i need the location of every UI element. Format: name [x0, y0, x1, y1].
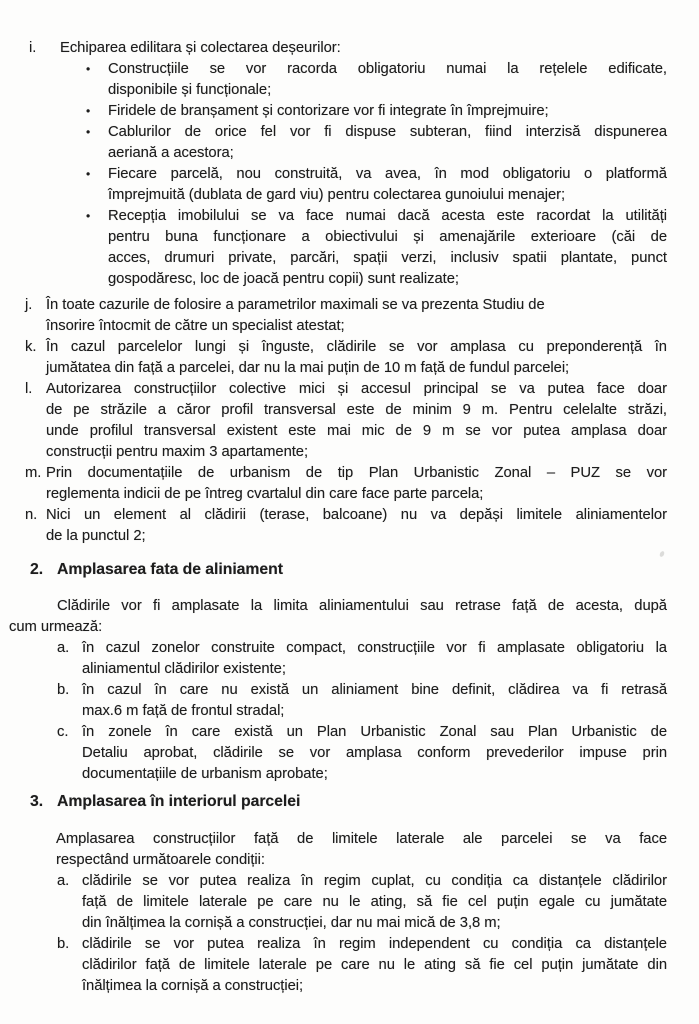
section3-intro [0, 829, 667, 871]
list-marker: i. [29, 40, 37, 56]
text-line: Construcțiile se vor racorda obligatoriu numai la rețelele edificate, [108, 61, 667, 77]
list-item-content [82, 934, 667, 997]
list-item-3b [57, 934, 667, 997]
text-line: Recepția imobilului se va face numai dacă acesta este racordat la utilități [108, 208, 667, 224]
bullet-icon: • [86, 104, 91, 118]
list-marker: m. [25, 465, 42, 481]
text-line: împrejmuită (dublata de gard viu) pentru colectarea gunoiului menajer; [108, 187, 566, 203]
text-line: Cablurilor de orice fel vor fi dispuse subteran, fiind interzisă dispunerea [108, 124, 667, 140]
bullet-item [86, 59, 667, 101]
list-marker: c. [57, 724, 69, 740]
text-line: însorire întocmit de către un specialist atestat; [46, 318, 345, 334]
text-line: Amplasarea construcțiilor față de limitele laterale ale parcelei se va face [56, 831, 667, 847]
list-item-l [25, 379, 667, 463]
bullet-icon: • [86, 209, 91, 223]
text-line: gospodăresc, loc de joacă pentru copii) sunt realizate; [108, 271, 459, 287]
text-line: Autorizarea construcțiilor colective mici și accesul principal se va putea face doar [46, 381, 667, 397]
text-line: de pe străzile a căror profil transversal este de minim 9 m. Pentru celelalte străzi, [46, 402, 667, 418]
bullet-icon: • [86, 62, 91, 76]
section-title: Amplasarea în interiorul parcelei [57, 793, 301, 810]
text-line: Detaliu aprobat, clădirile se vor amplasa conform prevederilor impuse prin [82, 745, 667, 761]
bullet-item [86, 164, 667, 206]
text-line: față de limitele laterale pe care nu le ating, să fie cel puțin egale cu jumătate [82, 894, 667, 910]
list-item-m [25, 463, 667, 505]
text-line: clădirile se vor putea realiza în regim independent cu condiția ca distanțele [82, 936, 667, 952]
list-marker: b. [57, 682, 70, 698]
bullet-icon: • [86, 167, 91, 181]
list-item-3a [57, 871, 667, 934]
list-marker: k. [25, 339, 37, 355]
text-line: respectând următoarele condiții: [56, 852, 265, 868]
list-marker: b. [57, 936, 70, 952]
section-heading-3 [30, 791, 667, 812]
text-line: jumătatea din față a parcelei, dar nu la mai puțin de 10 m față de fundul parcelei; [46, 360, 570, 376]
list-item-content [60, 38, 667, 59]
bullet-content [108, 206, 667, 290]
bullet-item [86, 122, 667, 164]
text-line: Prin documentațiile de urbanism de tip Plan Urbanistic Zonal – PUZ se vor [46, 465, 667, 481]
list-item-n [25, 505, 667, 547]
list-item-2a [57, 638, 667, 680]
text-line: în zonele în care există un Plan Urbanistic Zonal sau Plan Urbanistic de [82, 724, 667, 740]
list-marker: j. [25, 297, 33, 313]
list-item-2b [57, 680, 667, 722]
section-title: Amplasarea fata de aliniament [57, 561, 283, 578]
scan-artifact [659, 550, 665, 557]
list-marker: a. [57, 640, 70, 656]
text-line: În cazul parcelelor lungi și înguste, clădirile se vor amplasa cu preponderență în [46, 339, 667, 355]
list-item-content [46, 463, 667, 505]
text-line: de la punctul 2; [46, 528, 146, 544]
section-number: 3. [30, 793, 44, 810]
text-line: documentațiile de urbanism aprobate; [82, 766, 328, 782]
text-line: clădirile se vor putea realiza în regim cuplat, cu condiția ca distanțele clădirilor [82, 873, 667, 889]
text-line: aeriană a acestora; [108, 145, 234, 161]
list-item-content [46, 505, 667, 547]
text-line: Firidele de branșament și contorizare vor fi integrate în împrejmuire; [108, 103, 549, 119]
text-line: din înălțimea la cornișă a construcției, dar nu mai mică de 3,8 m; [82, 915, 501, 931]
list-item-content [82, 871, 667, 934]
bullet-content [108, 59, 667, 101]
text-line: în cazul în care nu există un aliniament bine definit, clădirea va fi retrasă [82, 682, 667, 698]
bullet-content [108, 164, 667, 206]
bullet-content [108, 122, 667, 164]
text-line: construcții pentru maxim 3 apartamente; [46, 444, 309, 460]
text-line: În toate cazurile de folosire a parametrilor maximali se va prezenta Studiu de [46, 297, 545, 313]
list-item-content [82, 638, 667, 680]
list-item-2c [57, 722, 667, 785]
bullet-item [86, 206, 667, 290]
text-line: Echiparea edilitara și colectarea deșeurilor: [60, 40, 341, 56]
list-item-i [29, 38, 667, 59]
list-item-k [25, 337, 667, 379]
list-item-j [25, 295, 667, 337]
text-line: înălțimea la cornișă a construcției; [82, 978, 304, 994]
text-line: reglementa indicii de pe întreg cvartalul din care face parte parcela; [46, 486, 484, 502]
text-line: în cazul zonelor construite compact, construcțiile vor fi amplasate obligatoriu la [82, 640, 667, 656]
list-marker: n. [25, 507, 38, 523]
list-item-content [82, 722, 667, 785]
bullet-item [86, 101, 667, 122]
list-item-content [46, 337, 667, 379]
text-line: unde profilul transversal existent este mai mic de 9 m se vor putea amplasa doar [46, 423, 667, 439]
text-line: disponibile și funcționale; [108, 82, 272, 98]
text-line: Clădirile vor fi amplasate la limita aliniamentului sau retrase față de acesta, după [57, 598, 667, 614]
text-line: pentru buna funcționare a obiectivului și amenajările exterioare (căi de [108, 229, 667, 245]
text-line: max.6 m față de frontul stradal; [82, 703, 285, 719]
list-item-content [46, 379, 667, 463]
section-number: 2. [30, 561, 44, 578]
list-item-content [46, 295, 667, 337]
text-line: cum urmează: [9, 619, 103, 635]
bullet-content [108, 101, 667, 122]
section-heading-2 [30, 559, 667, 580]
list-marker: l. [25, 381, 33, 397]
text-line: acces, drumuri private, parcări, spații verzi, inclusiv spatii plantate, punct [108, 250, 667, 266]
bullet-icon: • [86, 125, 91, 139]
text-line: aliniamentul clădirilor existente; [82, 661, 286, 677]
list-item-content [82, 680, 667, 722]
list-marker: a. [57, 873, 70, 889]
text-line: Nici un element al clădirii (terase, balcoane) nu va depăși limitele aliniamentelor [46, 507, 667, 523]
section2-intro [0, 596, 667, 638]
text-line: clădirilor față de limitele laterale pe care nu le ating să fie cel puțin jumătate din [82, 957, 667, 973]
text-line: Fiecare parcelă, nou construită, va avea, în mod obligatoriu o platformă [108, 166, 667, 182]
